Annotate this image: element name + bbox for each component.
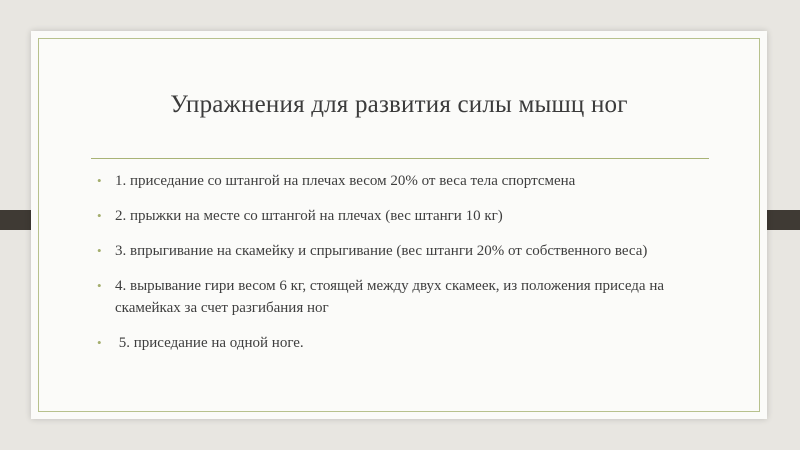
- bullet-icon: •: [97, 243, 102, 258]
- list-item: [97, 170, 717, 192]
- list-item: [97, 205, 717, 227]
- list-item: [97, 240, 717, 262]
- slide-title: Упражнения для развития силы мышц ног: [170, 91, 628, 118]
- list-item: [97, 332, 717, 354]
- list-item-text: 4. вырывание гири весом 6 кг, стоящей между двух скамеек, из положения приседа на скамейках за счет разгибания ног: [115, 278, 665, 316]
- bullet-icon: •: [97, 335, 102, 350]
- list-item-text: 3. впрыгивание на скамейку и спрыгивание (вес штанги 20% от собственного веса): [115, 243, 648, 259]
- list-item-text: 5. приседание на одной ноге.: [115, 335, 304, 351]
- list-item: [97, 275, 717, 319]
- slide: [31, 31, 767, 419]
- title-divider: [91, 158, 709, 159]
- bullet-icon: •: [97, 278, 102, 293]
- bullet-list: [97, 170, 717, 367]
- list-item-text: 2. прыжки на месте со штангой на плечах (вес штанги 10 кг): [115, 208, 503, 224]
- bullet-icon: •: [97, 208, 102, 223]
- bullet-icon: •: [97, 173, 102, 188]
- list-item-text: 1. приседание со штангой на плечах весом 20% от веса тела спортсмена: [115, 173, 576, 189]
